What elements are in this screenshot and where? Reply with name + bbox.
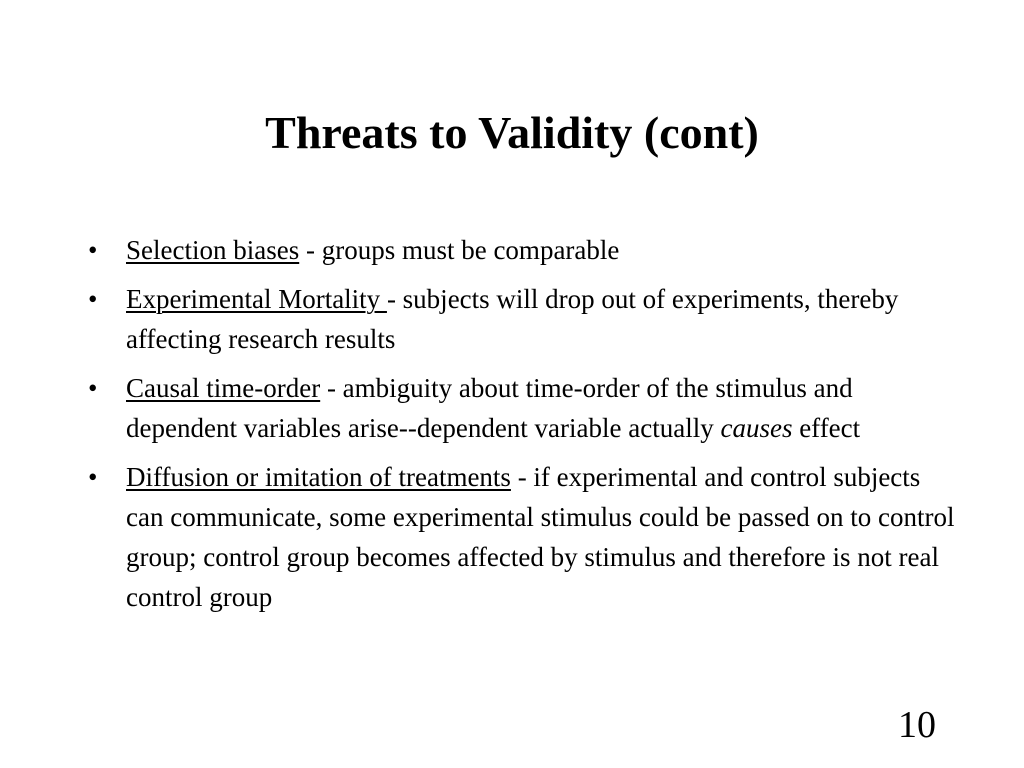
bullet-term: Causal time-order	[126, 373, 321, 403]
bullet-text: - groups must be comparable	[299, 235, 620, 265]
page-number: 10	[898, 704, 936, 746]
bullet-dot-icon: •	[88, 373, 98, 403]
bullet-item-selection-biases	[88, 230, 958, 270]
bullet-item-experimental-mortality	[88, 279, 958, 359]
bullet-term: Experimental Mortality	[126, 284, 387, 314]
bullet-emphasis: causes	[720, 413, 793, 443]
slide-title: Threats to Validity (cont)	[265, 107, 759, 158]
bullet-text: - subjects will drop out of experiments, thereby affecting research results	[126, 284, 899, 354]
bullet-term: Selection biases	[126, 235, 300, 265]
bullet-text-after: effect	[792, 413, 861, 443]
bullet-dot-icon: •	[88, 462, 98, 492]
bullet-list	[88, 230, 958, 626]
bullet-dot-icon: •	[88, 284, 98, 314]
bullet-term: Diffusion or imitation of treatments	[126, 462, 511, 492]
bullet-text: - ambiguity about time-order of the stimulus and dependent variables arise--dependent variable actually	[126, 373, 853, 443]
bullet-dot-icon: •	[88, 235, 98, 265]
bullet-item-diffusion-imitation	[88, 457, 958, 617]
bullet-item-causal-time-order	[88, 368, 958, 448]
bullet-text: - if experimental and control subjects can communicate, some experimental stimulus could be passed on to control group; control group becomes affected by stimulus and therefore is not real control group	[126, 462, 955, 612]
